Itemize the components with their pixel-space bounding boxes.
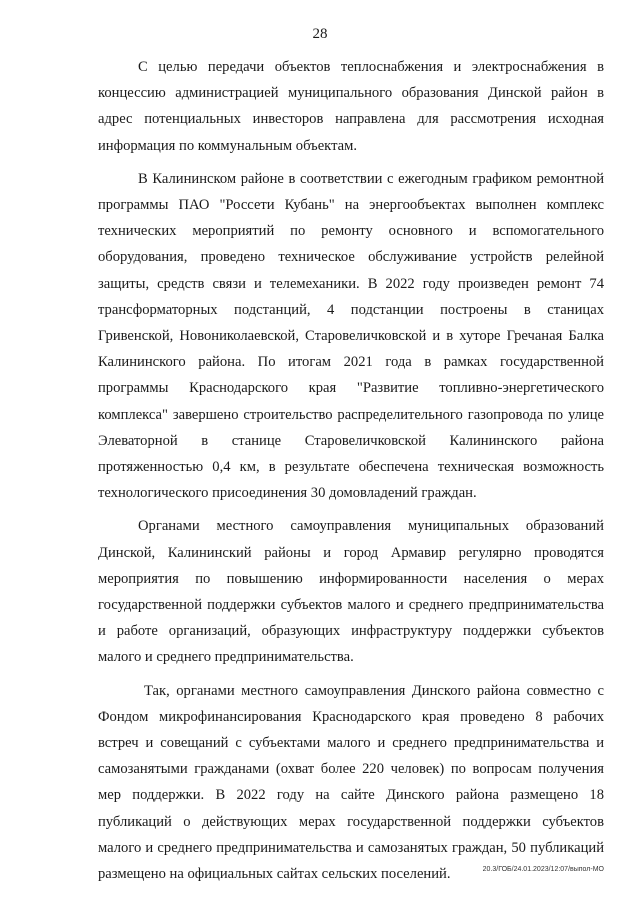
paragraph-concession: С целью передачи объектов теплоснабжения и электроснабжения в концессию администрацией муниципального образования Динской район в адрес потенциальных инвесторов направлена для рассмотрения исходная информация по коммунальным объектам. [98, 59, 604, 154]
paragraph-kalininsky-energy: В Калининском районе в соответствии с ежегодным графиком ремонтной программы ПАО "Россети Кубань" на энергообъектах выполнен комплекс технических мероприятий по ремонту основного и вспомогательного оборудования, проведено техническое обслуживание устройств релейной защиты, средств связи и телемеханики. В 2022 году произведен ремонт 74 трансформаторных подстанций, 4 подстанции построены в станицах Гривенской, Новониколаевской, Старовеличковской и в хуторе Гречаная Балка Калининского района. По итогам 2021 года в рамках государственной программы Краснодарского края "Развитие топливно-энергетического комплекса" завершено строительство распределительного газопровода по улице Элеваторной в станице Старовеличковской Калининского района протяженностью 0,4 км, в результате обеспечена техническая возможность технологического присоединения 30 домовладений граждан. [98, 170, 604, 502]
footer-stamp: 20.3/ГОБ/24.01.2023/12:07/выпол-МО [482, 866, 604, 873]
paragraph-business-support-info: Органами местного самоуправления муниципальных образований Динской, Калининский районы и город Армавир регулярно проводятся мероприятия по повышению информированности населения о мерах государственной поддержки субъектов малого и среднего предпринимательства и работе организаций, образующих инфраструктуру поддержки субъектов малого и среднего предпринимательства. [98, 518, 604, 666]
page-number: 28 [312, 26, 328, 42]
document-body [98, 54, 604, 894]
paragraph-dinskoy-meetings: Так, органами местного самоуправления Динского района совместно с Фондом микрофинансирования Краснодарского края проведено 8 рабочих встреч и совещаний с субъектами малого и среднего предпринимательства и самозанятыми гражданами (охват более 220 человек) по вопросам получения мер поддержки. В 2022 году на сайте Динского района размещено 18 публикаций о действующих мерах государственной поддержки субъектов малого и среднего предпринимательства и самозанятых граждан, 50 публикаций размещено на официальных сайтах сельских поселений. [98, 682, 604, 883]
